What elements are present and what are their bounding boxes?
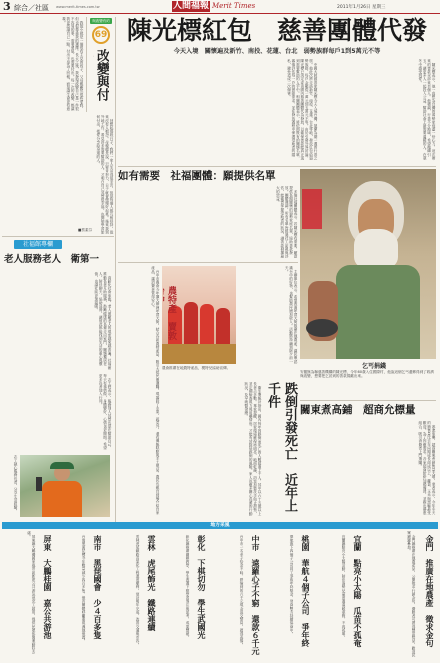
- column-byline: ■蔡素芬: [78, 228, 93, 232]
- main-subheadline: 今天入境 關懷遍及新竹、南投、花蓮、台北 弱勢族群每戶1到5萬元不等: [173, 48, 381, 55]
- local-news-body: 華航旗下四個子公司員工爭取年終獎金，勞資雙方持續協商中。: [290, 531, 294, 636]
- divider: [118, 166, 436, 167]
- column-body-continued: 回想起那段日子，我們一家人生活得很辛苦，但是每個人都互相扶持，從來沒有人抱怨。母親總是說，只要肯努力，日子就會慢慢好起來。後來我到外地工作，看見許多需要幫助的人，才明白自己其實很幸福，也開始學習如何付出，把愛分享給身邊的人。: [96, 115, 114, 234]
- column-box: [86, 17, 114, 112]
- local-news-headline: 宜蘭 點亮小太陽 瓜苗不孤奄: [353, 535, 363, 647]
- local-news-body: 金門縣推廣在地農產品，公開徵求行銷金句，優勝者可獲得豐富獎品，歡迎民眾踴躍參加。: [407, 531, 416, 657]
- volunteer-photo-caption: 志工熱心服務長者，分享生活經驗。: [14, 455, 18, 513]
- local-news-headline: 彰化 下棋切勿 學生武國光: [197, 535, 207, 639]
- sidebar-body: 多個社福團體表示，若陳光標有需要，願意提供長期關懷的弱勢家庭名單，協助善款發放。團體強調，所有名單皆經過社工訪視與評估，能確實掌握受助者的狀況，讓善款發揮最大的效益。: [276, 186, 298, 258]
- photo-caption: 安徽無為縣慈善機構的陳光標，今年60歲入住國際村，他說這個乞丐還鄉得到了救濟與改變，想要把乞討到的善款捐獻出來。: [300, 370, 434, 379]
- photo-body: [336, 265, 420, 359]
- middle-body-left: 台中市農會今年擴大辦理年貨大街，結合各區農特產品，吸引大批民眾選購。現場除了水果、蔬菜外，還有傳統糕點與手工製品，農民也親自到場介紹自家產品，讓消費者買得安心。: [151, 266, 160, 515]
- volunteer-photo: [20, 455, 110, 517]
- main-story-body: 中國大陸慈善家陳光標今天入境台灣，展開為期一週的行善之旅。他此次將走訪新竹、南投、花蓮、台北等地，發放紅包給弱勢族群，每戶金額從一萬元到五萬元不等。由於引發外界討論，陳光標已決定委由國內慈善團體代為發放，以確保善款能真正送到需要幫助的人手中。相關團體表示，將依照既有的關懷名單，審慎評估每一戶的實際需求，並在發放過程中保護受助者的隱私，避免造成二次傷害。: [287, 59, 318, 160]
- divider: [2, 236, 114, 237]
- ad-section-body: 高齡化社會來臨，老人照顧老人的現象越來越普遍。社福館推動長者互助服務，鼓勵健康的長輩走出家門，關懷獨居老人，陪伴聊天、協助送餐，讓彼此都能找到生活的重心與價值，也讓社區更加溫暖。: [94, 272, 112, 370]
- main-photo: [300, 169, 436, 359]
- fall-story-headline: 跌倒引發死亡 近年上千件: [265, 382, 297, 512]
- site-url: www.merit-times.com.tw: [56, 5, 100, 9]
- photo-background-banner: [302, 189, 322, 229]
- ad-section-tag: 社福館專欄: [14, 240, 62, 249]
- middle-body-right: 主辦單位表示，希望透過年貨大街推廣在地農產，讓民眾認識台中的好物，也幫助農民增加收入。活動將持續到除夕前一天。: [285, 266, 298, 364]
- local-news-headline: 屏東 大鵬桂園 嘉公共游池: [43, 535, 53, 639]
- main-headline: 陳光標紅包 慈善團體代發: [126, 16, 427, 45]
- divider: [300, 400, 436, 401]
- photo-shirt: [42, 481, 82, 517]
- ad-section-title: 老人服務老人 衛第一: [4, 254, 100, 265]
- column-title: 改變與付: [94, 49, 109, 101]
- newspaper-logo: 人間福報: [172, 1, 209, 11]
- local-news-section: [2, 531, 438, 661]
- local-news-bar: [2, 522, 438, 529]
- main-story-body-2: 陳光標表示，他一直想為台灣的弱勢家庭盡一份心力，這次帶來的善款全部來自個人。他強調，行善不分地域，希望拋磚引玉，讓更多人一起投入公益，幫助社會上最需要溫暖的人，在寒冬中感受到愛。: [418, 59, 436, 160]
- local-news-body: 台南黑面琵鷺今年數量減少四百多隻，保育團體呼籲重視濕地保護。: [82, 531, 86, 643]
- local-news-headline: 南市 黑琵國會 少４百多隻: [93, 535, 103, 639]
- column-number: 69: [92, 26, 110, 44]
- banner-story-body: 寒流來襲，超商關東煮銷售量大增，業者表示，今年冬天的銷售量比去年同期成長兩成以上，蘿蔔、玉米與黑輪最受歡迎。為了因應需求，各家超商紛紛加碼備貨，並推出優惠組合，吸引消費者上門選購。: [418, 421, 436, 515]
- local-news-body: 雲林虎尾鐵路高架化工程進度順利，預計明年完成，改善交通與市容。: [136, 531, 140, 647]
- divider: [115, 17, 116, 522]
- column-body: 我從小就是一個很有主見的孩子，父母親雖然很疼愛我，但也很尊重我的選擇。長大之後，我發現改變自己是一件很不容易的事，需要勇氣，也需要付出。每一次的改變，都讓我更認識自己一點。付出不是為了回報，而是讓生命更有意義。: [62, 17, 84, 111]
- divider: [118, 262, 298, 263]
- local-news-body: 台中市一名孝子拾金不昧，將撿到的六千元現金送交警局，獲得表揚。: [240, 531, 244, 647]
- photo-caption-title: 乞丐捐錢: [362, 363, 387, 370]
- section-name: 綜合／社區: [14, 4, 49, 12]
- ad-section-body-2: 志工們表示，服務別人其實也是在幫助自己，每天有事情做，身體變好，心情也更開朗。希望更多長者加入行列。: [99, 374, 112, 450]
- newspaper-logo-en: Merit Times: [212, 2, 256, 10]
- photo-bowl: [306, 319, 338, 337]
- page-number: 3: [3, 0, 11, 13]
- product-photo-caption: 農會推廣在地農特產品，模特兒協助宣傳。: [162, 366, 231, 370]
- masthead: [0, 0, 440, 14]
- local-news-headline: 中市 遠羅心子不窮 還款６千元: [251, 535, 261, 655]
- photo-table: [162, 344, 236, 364]
- local-news-headline: 金門 推廣在地農產 徵求金句: [425, 535, 435, 647]
- local-news-body: 彰化縣推廣圍棋教學，學生透過下棋學習專注與思考，成果豐碩。: [186, 531, 190, 639]
- local-news-headline: 雲林 虎尾飾光 鐵路連續: [147, 535, 157, 631]
- product-photo-headline: 農特產 賣敦: [166, 286, 176, 340]
- local-news-body: 屏東縣大鵬灣國家風景區新建公共游泳池完工啟用，提供民眾休閒運動好去處。: [27, 531, 36, 654]
- local-news-tag: 地方采風: [210, 523, 230, 528]
- photo-cap: [50, 462, 74, 469]
- local-news-headline: 桃園 華航４個子公司 爭年終: [301, 535, 311, 647]
- fall-story-body: 衛生署統計指出，國內每年因跌倒而死亡的人數超過上千人，其中以六十五歲以上長者占多數。專家提醒，居家環境應保持明亮、地面乾燥，浴室加裝扶手與止滑墊，並定期檢查視力與用藥情形，才能有效降低跌倒的風險。家人也應多關心長輩的行動狀況，及早就醫治療。: [244, 382, 262, 516]
- column-badge: 與改變有約: [90, 18, 112, 24]
- local-news-body: 宜蘭縣點亮小太陽活動，陪伴弱勢兒童度過溫暖寒假，不再孤單。: [342, 531, 346, 639]
- sidebar-headline: 如有需要 社福團體：願提供名單: [118, 170, 276, 182]
- issue-date: 2011年1月26日 星期三: [337, 5, 386, 10]
- photo-microphone: [36, 477, 42, 491]
- photo-beard: [354, 229, 398, 269]
- banner-headline: 關東煮高鋪 超商允標量: [300, 404, 416, 416]
